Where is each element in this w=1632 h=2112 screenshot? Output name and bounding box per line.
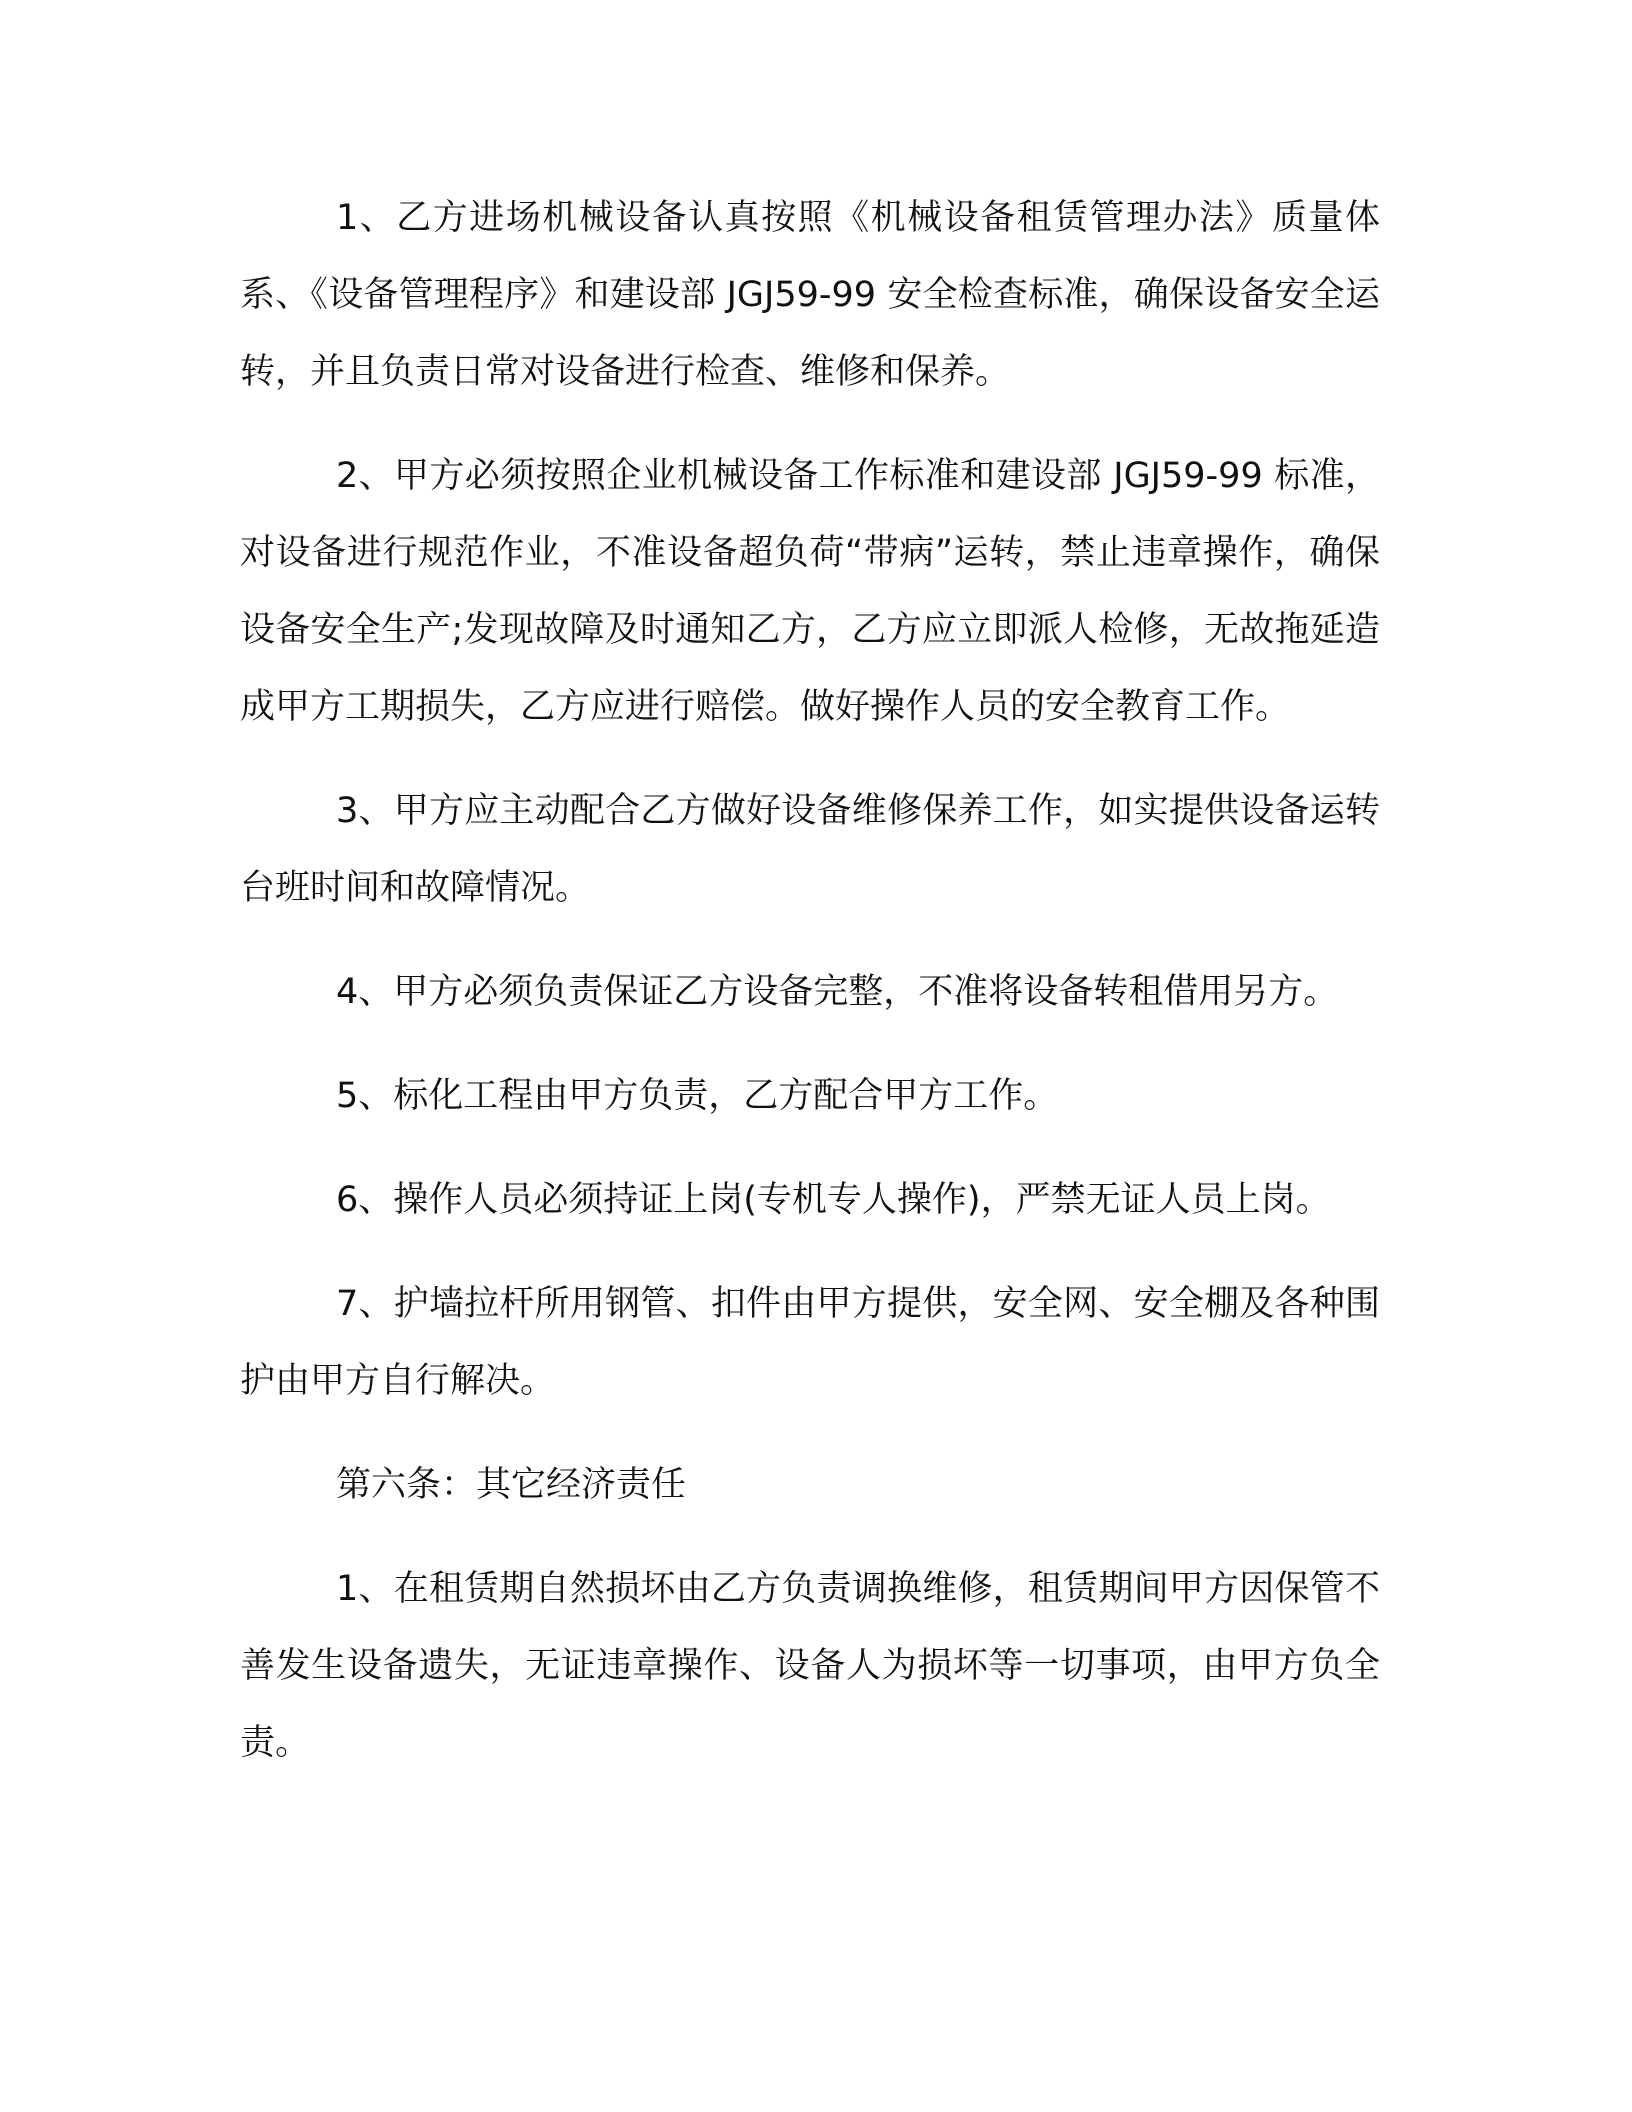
clause-paragraph: 7、护墙拉杆所用钢管、扣件由甲方提供，安全网、安全棚及各种围护由甲方自行解决。 <box>240 1284 1380 1401</box>
clause-paragraph: 2、甲方必须按照企业机械设备工作标准和建设部 JGJ59-99 标准，对设备进行规范作业，不准设备超负荷“带病”运转，禁止违章操作，确保设备安全生产;发现故障及时通知乙方，乙方应立即派人检修，无故拖延造成甲方工期损失，乙方应进行赔偿。做好操作人员的安全教育工作。 <box>240 456 1380 727</box>
clause-paragraph: 5、标化工程由甲方负责，乙方配合甲方工作。 <box>336 1076 1059 1116</box>
document-body <box>240 180 1380 1782</box>
section-heading: 第六条：其它经济责任 <box>336 1465 687 1505</box>
clause-paragraph: 1、在租赁期自然损坏由乙方负责调换维修，租赁期间甲方因保管不善发生设备遗失，无证违章操作、设备人为损坏等一切事项，由甲方负全责。 <box>240 1569 1380 1763</box>
clause-paragraph: 6、操作人员必须持证上岗(专机专人操作)，严禁无证人员上岗。 <box>336 1180 1331 1220</box>
clause-paragraph: 3、甲方应主动配合乙方做好设备维修保养工作，如实提供设备运转台班时间和故障情况。 <box>240 791 1380 908</box>
clause-paragraph: 4、甲方必须负责保证乙方设备完整，不准将设备转租借用另方。 <box>336 972 1339 1012</box>
clause-paragraph: 1、乙方进场机械设备认真按照《机械设备租赁管理办法》质量体系、《设备管理程序》和建设部 JGJ59-99 安全检查标准，确保设备安全运转，并且负责日常对设备进行检查、维修和保养。 <box>240 198 1380 392</box>
